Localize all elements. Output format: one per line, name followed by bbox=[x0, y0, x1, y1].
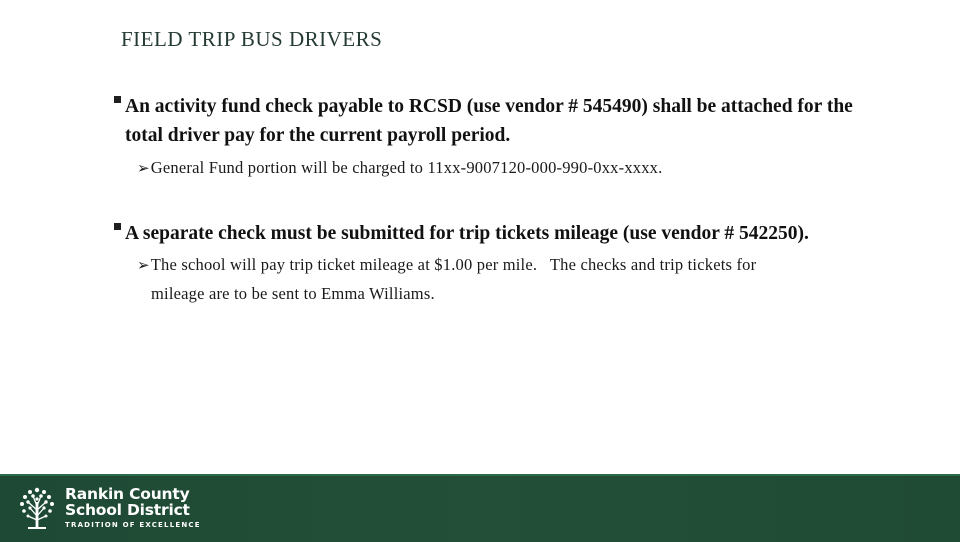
sub-bullet-text: The school will pay trip ticket mileage at $1.00 per mile. The checks and trip tickets for bbox=[150, 255, 757, 274]
sub-bullet-text-continued: mileage are to be sent to Emma Williams. bbox=[151, 284, 435, 303]
sub-bullet-text: General Fund portion will be charged to 11xx-9007120-000-990-0xx-xxxx. bbox=[150, 158, 663, 177]
sub-bullet-line bbox=[137, 251, 837, 280]
bullet-text-continued: total driver pay for the current payroll period. bbox=[125, 125, 511, 146]
sub-bullet-mileage bbox=[137, 251, 837, 308]
sub-bullet-general-fund bbox=[137, 154, 662, 183]
bullet-line bbox=[114, 92, 854, 121]
bullet-text: A separate check must be submitted for trip tickets mileage (use vendor # 542250). bbox=[125, 223, 809, 244]
footer-bar bbox=[0, 474, 960, 542]
tree-icon bbox=[18, 486, 56, 530]
district-tagline: TRADITION OF EXCELLENCE bbox=[65, 521, 201, 529]
district-name-line2: School District bbox=[65, 501, 190, 519]
arrow-bullet-icon: ➢ bbox=[137, 258, 150, 274]
logo-text bbox=[65, 486, 201, 529]
district-name-line1: Rankin County bbox=[65, 485, 190, 503]
arrow-bullet-icon: ➢ bbox=[137, 161, 150, 177]
slide-title: FIELD TRIP BUS DRIVERS bbox=[121, 27, 383, 51]
bullet-text: An activity fund check payable to RCSD (use vendor # 545490) shall be attached for the bbox=[125, 96, 853, 117]
bullet-activity-fund bbox=[114, 92, 854, 150]
district-logo bbox=[18, 486, 201, 530]
square-bullet-icon bbox=[114, 96, 121, 103]
bullet-separate-check bbox=[114, 219, 854, 248]
bullet-line bbox=[114, 219, 854, 248]
square-bullet-icon bbox=[114, 223, 121, 230]
